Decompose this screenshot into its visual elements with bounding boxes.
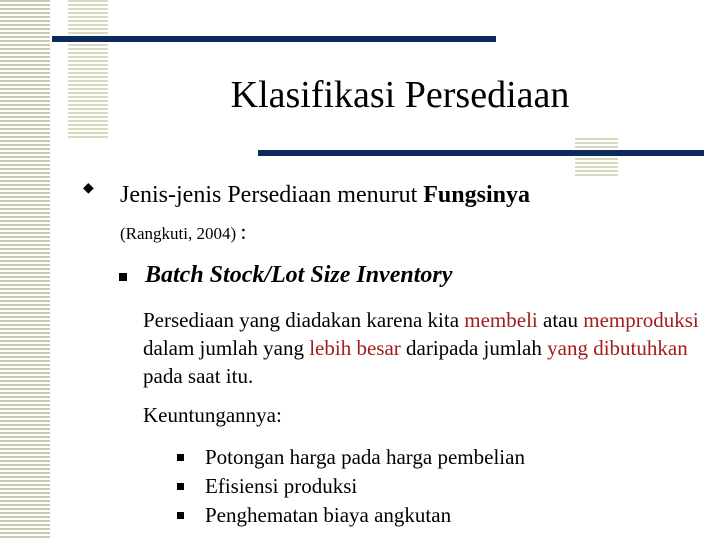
definition-paragraph <box>143 306 703 390</box>
right-stripe-block <box>575 138 618 178</box>
diamond-bullet-icon: ◆ <box>83 181 94 196</box>
para-highlight: membeli <box>464 308 538 332</box>
para-text: atau <box>537 308 584 332</box>
main-bullet-bold: Fungsinya <box>423 182 530 208</box>
para-text: pada saat itu. <box>143 364 254 388</box>
square-bullet-icon <box>119 273 127 281</box>
benefit-item: Efisiensi produksi <box>205 474 358 498</box>
benefits-label: Keuntungannya: <box>143 403 282 427</box>
square-bullet-icon <box>177 483 184 490</box>
main-bullet-text <box>120 180 530 210</box>
para-text: dalam jumlah yang <box>143 336 310 360</box>
subheading: Batch Stock/Lot Size Inventory <box>145 262 453 288</box>
para-text: Persediaan yang diadakan karena kita <box>143 308 465 332</box>
para-highlight: memproduksi <box>583 308 699 332</box>
left-stripe-decoration <box>0 0 50 540</box>
benefit-item: Potongan harga pada harga pembelian <box>205 445 525 469</box>
para-highlight: lebih besar <box>309 336 401 360</box>
citation <box>120 219 247 247</box>
citation-text: (Rangkuti, 2004) <box>120 224 237 243</box>
main-bullet-normal: Jenis-jenis Persediaan menurut <box>120 182 424 208</box>
para-highlight: yang dibutuhkan <box>547 336 688 360</box>
bottom-rule <box>258 150 704 156</box>
square-bullet-icon <box>177 512 184 519</box>
para-text: daripada jumlah <box>400 336 548 360</box>
citation-colon: : <box>240 219 247 244</box>
top-rule <box>52 36 496 42</box>
benefit-item: Penghematan biaya angkutan <box>205 503 452 527</box>
square-bullet-icon <box>177 454 184 461</box>
slide-title: Klasifikasi Persediaan <box>230 74 570 116</box>
